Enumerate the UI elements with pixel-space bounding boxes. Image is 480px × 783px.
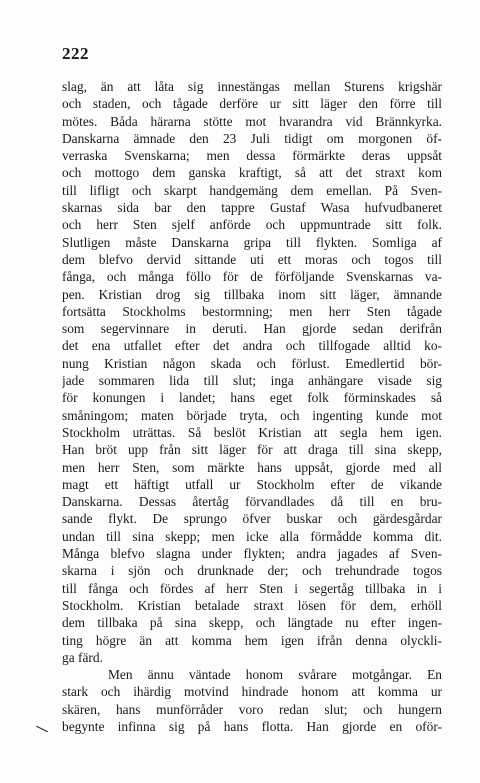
text-line: pen. Kristian drog sig tillbaka inom sitt läger, ämnande — [62, 286, 442, 302]
text-line: nung Kristian någon skada och förlust. Emedlertid bör- — [62, 355, 442, 371]
text-line: till fånga och fördes af herr Sten i segertåg tillbaka in i — [62, 580, 442, 596]
text-line: stark och ihärdig motvind hindrade honom att komma ur — [62, 684, 442, 700]
text-line: till lifligt och skarpt handgemäng dem emellan. På Sven- — [62, 182, 442, 198]
text-line: verraska Svenskarna; men dessa förmärkte deras uppsåt — [62, 148, 442, 164]
page-number: 222 — [62, 44, 89, 63]
text-line: Många blefvo slagna under flykten; andra jagades af Sven- — [62, 546, 442, 562]
text-line: Danskarna. Dessas återtåg förvandlades då till en bru- — [62, 494, 442, 510]
text-line: för konungen i landet; hans eget folk förminskades så — [62, 390, 442, 406]
text-line: skarnas sida bar den tappre Gustaf Wasa hufvudbaneret — [62, 200, 442, 216]
text-line: skären, hans munförråder voro redan slut; och hungern — [62, 701, 442, 717]
text-line: Stockholm. Kristian betalade straxt lösen för dem, erhöll — [62, 597, 442, 613]
text-line: och staden, och tågade derföre ur sitt läger den förre till — [62, 96, 442, 112]
text-line: och mottogo dem ganska kraftigt, så att det straxt kom — [62, 165, 442, 181]
body-text — [62, 78, 442, 735]
text-line: jade sommaren lida till slut; inga anhängare visade sig — [62, 373, 442, 389]
text-line: dem tillbaka på sina skepp, och längtade nu efter ingen- — [62, 615, 442, 631]
text-line: sande flykt. De sprungo öfver buskar och gärdesgårdar — [62, 511, 442, 527]
text-line: Danskarna ämnade den 23 Juli tidigt om morgonen öf- — [62, 130, 442, 146]
text-line: ting högre än att komma hem igen ifrån denna olyckli- — [62, 632, 442, 648]
text-line: undan till sina skepp; men icke alla förmådde komma dit. — [62, 528, 442, 544]
ink-mark — [36, 726, 48, 732]
text-line: fortsätta Stockholms bestormning; men herr Sten tågade — [62, 303, 442, 319]
text-line: slag, än att låta sig innestängas mellan Sturens krigshär — [62, 79, 442, 94]
text-line: magt ett häftigt utfall ur Stockholm efter de vikande — [62, 476, 442, 492]
text-line: begynte infinna sig på hans flotta. Han gjorde en oför- — [62, 718, 442, 734]
text-line: Han bröt upp från sitt läger för att draga till sina skepp, — [62, 442, 442, 458]
text-line: mötes. Båda härarna stötte mot hvarandra vid Brännkyrka. — [62, 113, 442, 129]
text-line: det ena utfallet efter det andra och tillfogade alltid ko- — [62, 338, 442, 354]
text-line: Men ännu väntade honom svårare motgångar. En — [108, 667, 442, 683]
text-line: dem blefvo dervid sittande uti ett moras och togos till — [62, 251, 442, 267]
text-line: ga färd. — [62, 649, 103, 665]
text-line: skarna i sjön och drunknade der; och trehundrade togos — [62, 563, 442, 579]
text-line: Slutligen måste Danskarna gripa till flykten. Somliga af — [62, 234, 442, 250]
text-line: fånga, och många föllo för de förföljande Svenskarnas va- — [62, 269, 442, 285]
text-line: småningom; maten började tryta, och ingenting kunde mot — [62, 407, 442, 423]
text-line: men herr Sten, som märkte hans uppsåt, gjorde med all — [62, 459, 442, 475]
text-line: och herr Sten sjelf anförde och uppmuntrade sitt folk. — [62, 217, 442, 233]
text-line: Stockholm uträttas. Så beslöt Kristian att segla hem igen. — [62, 424, 442, 440]
text-line: som segervinnare in deruti. Han gjorde sedan derifrån — [62, 321, 442, 337]
